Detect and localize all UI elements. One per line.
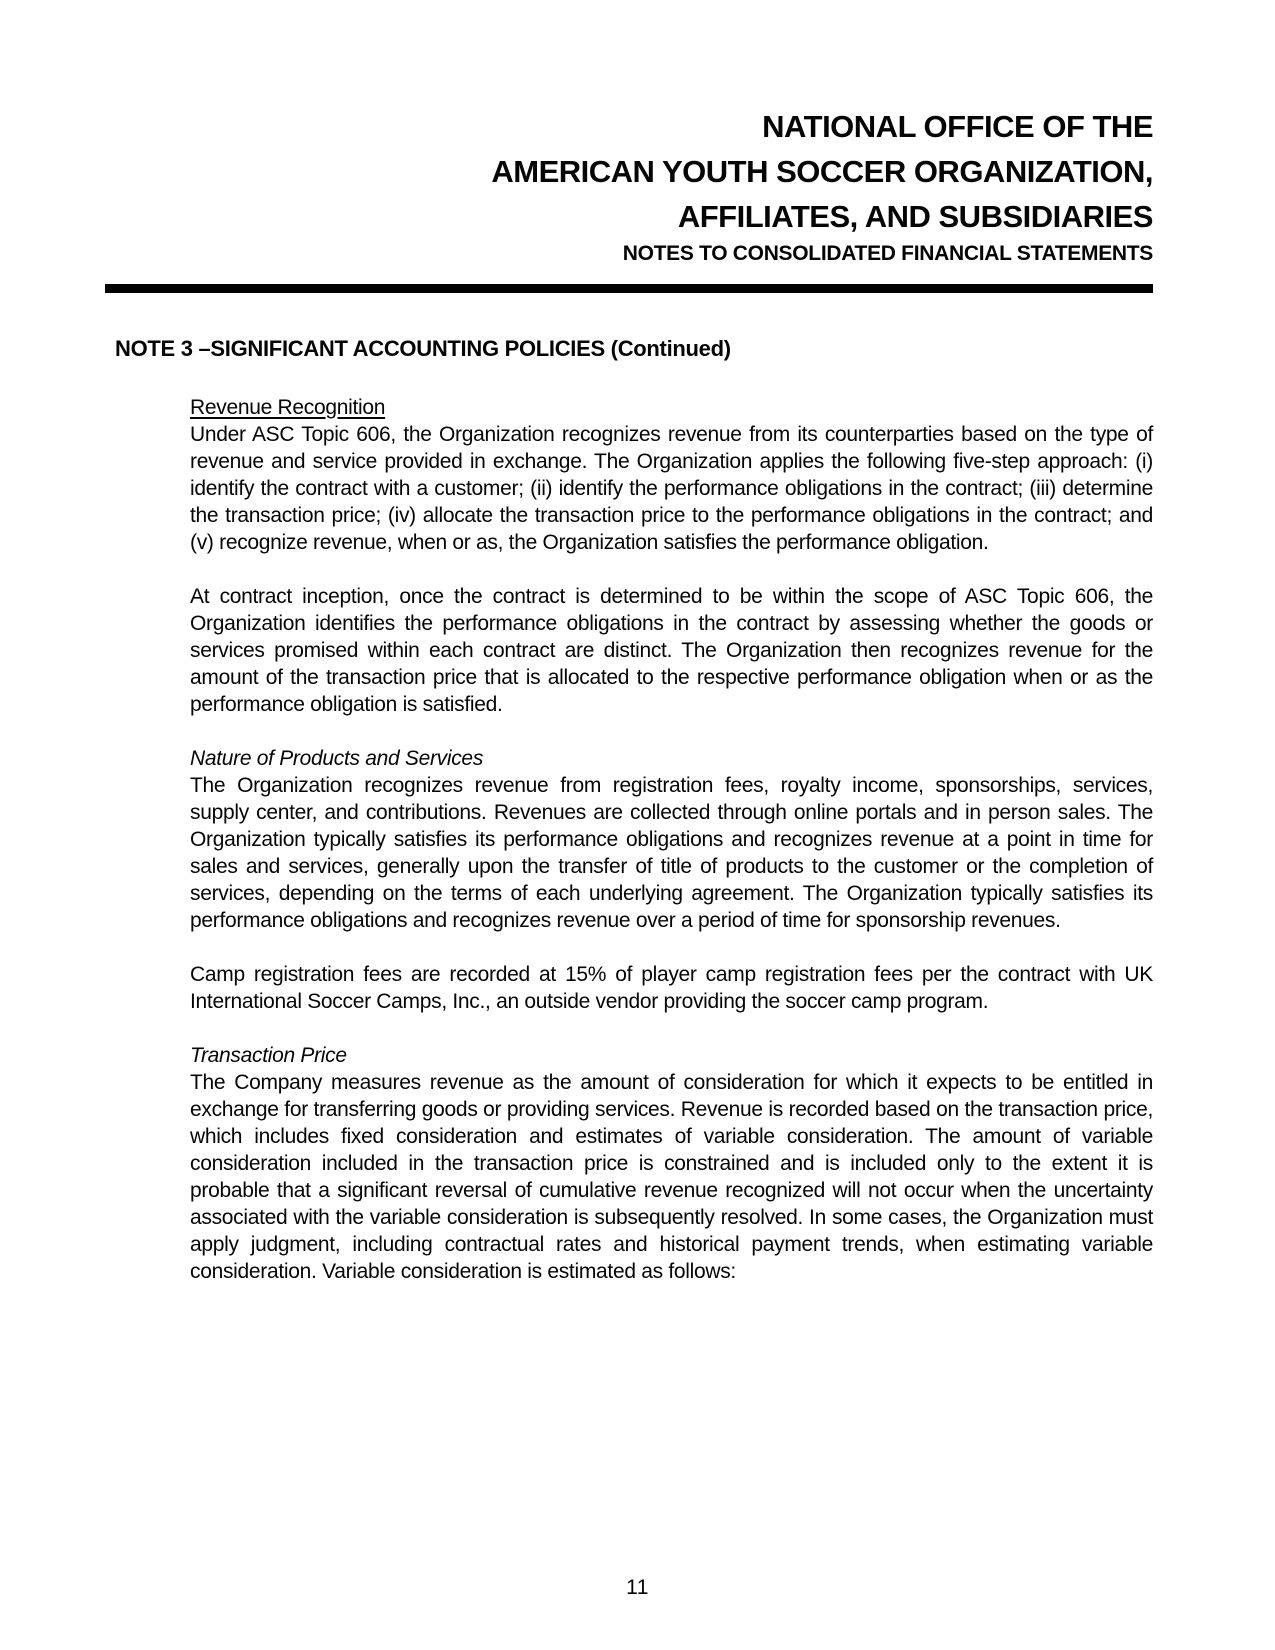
org-title-line-1: NATIONAL OFFICE OF THE <box>762 109 1153 144</box>
transaction-price-heading: Transaction Price <box>190 1044 347 1067</box>
note-heading: NOTE 3 –SIGNIFICANT ACCOUNTING POLICIES (Continued) <box>115 336 731 361</box>
document-subtitle: NOTES TO CONSOLIDATED FINANCIAL STATEMENTS <box>622 242 1153 265</box>
org-title-line-2: AMERICAN YOUTH SOCCER ORGANIZATION, <box>491 154 1153 189</box>
org-title-line-3: AFFILIATES, AND SUBSIDIARIES <box>677 199 1153 234</box>
revenue-recognition-heading: Revenue Recognition <box>190 396 386 419</box>
page-number: 11 <box>626 1576 649 1599</box>
nature-of-products-paragraph-2: Camp registration fees are recorded at 15% of player camp registration fees per the contract with UK International Soccer Camps, Inc., an outside vendor providing the soccer camp program. <box>190 963 1153 1013</box>
document-header <box>105 104 1153 267</box>
nature-of-products-heading: Nature of Products and Services <box>190 747 484 770</box>
nature-of-products-paragraph-1: The Organization recognizes revenue from registration fees, royalty income, sponsorships, services, supply center, and contributions. Revenues are collected through online portals and in person sales. The Organization typically satisfies its performance obligations and recognizes revenue at a point in time for sales and services, generally upon the transfer of title of products to the customer or the completion of services, depending on the terms of each underlying agreement. The Organization typically satisfies its performance obligations and recognizes revenue over a period of time for sponsorship revenues. <box>190 774 1153 932</box>
revenue-recognition-paragraph-2: At contract inception, once the contract is determined to be within the scope of ASC Topic 606, the Organization identifies the performance obligations in the contract by assessing whether the goods or services promised within each contract are distinct. The Organization then recognizes revenue for the amount of the transaction price that is allocated to the respective performance obligation when or as the performance obligation is satisfied. <box>190 585 1153 716</box>
header-divider-rule <box>105 284 1153 293</box>
document-body <box>190 394 1153 1312</box>
revenue-recognition-paragraph-1: Under ASC Topic 606, the Organization recognizes revenue from its counterparties based on the type of revenue and service provided in exchange. The Organization applies the following five-step approach: (i) identify the contract with a customer; (ii) identify the performance obligations in the contract; (iii) determine the transaction price; (iv) allocate the transaction price to the performance obligations in the contract; and (v) recognize revenue, when or as, the Organization satisfies the performance obligation. <box>190 423 1153 554</box>
transaction-price-paragraph-1: The Company measures revenue as the amount of consideration for which it expects to be entitled in exchange for transferring goods or providing services. Revenue is recorded based on the transaction price, which includes fixed consideration and estimates of variable consideration. The amount of variable consideration included in the transaction price is constrained and is included only to the extent it is probable that a significant reversal of cumulative revenue recognized will not occur when the uncertainty associated with the variable consideration is subsequently resolved. In some cases, the Organization must apply judgment, including contractual rates and historical payment trends, when estimating variable consideration. Variable consideration is estimated as follows: <box>190 1071 1153 1283</box>
